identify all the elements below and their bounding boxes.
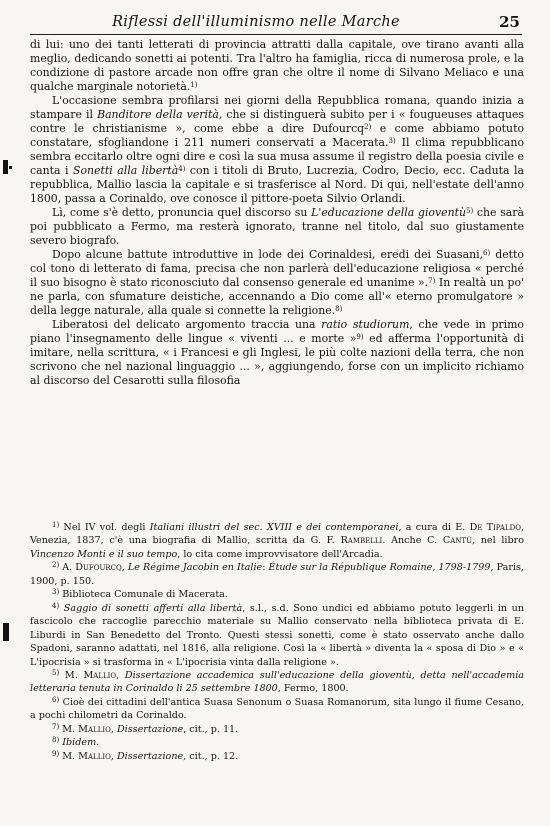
page-number: 25 bbox=[499, 13, 520, 31]
footnote-ref[interactable]: 6) bbox=[483, 249, 491, 258]
paragraph: Liberatosi del delicato argomento traccia una ratio studiorum, che vede in primo piano l'insegnamento delle lingue « viventi ... e morte »$^{9)}$ ed afferma l'opportunità di imitare, nella scrittura, « i Francesi e gli Inglesi, le più colte nazioni della terra, che non scrivono che nel nazional linguaggio ... », aggiungendo, forse con un implicito richiamo al discorso del Cesarotti sulla filosofia bbox=[30, 318, 525, 388]
margin-mark bbox=[3, 623, 9, 641]
footnote-ref[interactable]: 3) bbox=[388, 137, 396, 146]
footnote-ref[interactable]: 5) bbox=[466, 207, 474, 216]
footnote-9: $^{9)}$ M. Mallio, Dissertazione, cit., p. 12. bbox=[52, 749, 239, 762]
footnote-7: $^{7)}$ M. Mallio, Dissertazione, cit., p. 11. bbox=[52, 722, 239, 735]
page-header bbox=[30, 12, 522, 35]
footnote-ref[interactable]: 2) bbox=[364, 123, 372, 132]
margin-mark bbox=[9, 166, 12, 169]
footnote-8: $^{8)}$ Ibidem. bbox=[52, 736, 100, 749]
footnote-4: $^{4)}$ Saggio di sonetti afferti alla libertà, s.l., s.d. Sono undici ed abbiamo potuto leggerli in un fascicolo che raccoglie parecchio materiale su Mallio conservato nella biblioteca privata di E. Liburdi in San Benedetto del Tronto. Questi stessi sonetti, come è stato osservato anche dallo Spadoni, saranno adattati, nel 1816, alla religione. Così la « libertà » diventa la « sposa di Dio » e « L'ipocrisia » si trasforma in « L'ipocrisia vinta dalla religione ». bbox=[30, 601, 524, 668]
footnote-ref[interactable]: 9) bbox=[356, 333, 364, 342]
footnote-ref[interactable]: 1) bbox=[190, 81, 198, 90]
running-title: Riflessi dell'illuminismo nelle Marche bbox=[112, 14, 400, 30]
paragraph: L'occasione sembra profilarsi nei giorni della Repubblica romana, quando inizia a stampare il Banditore della verità, che si distinguerà subito per i « fougueuses attaques contre le christianisme », come ebbe a dire Dufourcq$^{2)}$ e come abbiamo potuto constatare, sfogliandone i 211 numeri conservati a Macerata.$^{3)}$ Il clima repubblicano sembra eccitarlo oltre ogni dire e così la sua musa assume il registro della poesia civile e canta i Sonetti alla libertà$^{4)}$ con i titoli di Bruto, Lucrezia, Codro, Decio, ecc. Caduta la repubblica, Mallio lascia la capitale e si trasferisce al Nord. Di qui, nell'estate dell'anno 1800, passa a Corinaldo, ove conosce il pittore-poeta Silvio Orlandi. bbox=[30, 94, 525, 206]
footnotes bbox=[30, 521, 524, 763]
footnote-5: $^{5)}$ M. Mallio, Dissertazione accademica sull'educazione della gioventù, detta nell'accademia letteraria tenuta in Corinaldo li 25 settembre 1800, Fermo, 1800. bbox=[30, 668, 524, 695]
paragraph: Dopo alcune battute introduttive in lode dei Corinaldesi, eredi dei Suasani,$^{6)}$ detto col tono di letterato di fama, precisa che non parlerà dell'educazione religiosa « perché il suo bisogno è stato riconosciuto dal consenso generale ed unanime ».$^{7)}$ In realtà un po' ne parla, con sfumature deistiche, accennando a Dio come all'« eterno promulgatore » della legge naturale, alla quale si connette la religione.$^{8)}$ bbox=[30, 248, 524, 318]
margin-mark bbox=[3, 160, 8, 174]
footnote-3: $^{3)}$ Biblioteca Comunale di Macerata. bbox=[52, 588, 228, 601]
paragraph: di lui: uno dei tanti letterati di provincia attratti dalla capitale, ove tirano avanti alla meglio, dedicando sonetti ai potenti. Tra l'altro ha famiglia, ricca di numerosa prole, e la condizione di pastore arcade non offre gran che oltre il nome di Silvano Meliaco e una qualche marginale notorietà.$^{1)}$ bbox=[30, 38, 524, 94]
footnote-6: $^{6)}$ Cioè dei cittadini dell'antica Suasa Senonum o Suasa Romanorum, sita lungo il fiume Cesano, a pochi chilometri da Corinaldo. bbox=[30, 695, 524, 722]
main-text bbox=[30, 38, 524, 388]
footnote-ref[interactable]: 7) bbox=[428, 277, 436, 286]
footnote-ref[interactable]: 8) bbox=[335, 305, 343, 314]
footnote-ref[interactable]: 4) bbox=[178, 165, 186, 174]
footnote-1: $^{1)}$ Nel IV vol. degli Italiani illustri del sec. XVIII e dei contemporanei, a cura di E. De Tipaldo, Venezia, 1837, c'è una biografia di Mallio, scritta da G. F. Rambelli. Anche C. Cantù, nel libro Vincenzo Monti e il suo tempo, lo cita come improvvisatore dell'Arcadia. bbox=[30, 521, 524, 560]
paragraph: Lì, come s'è detto, pronuncia quel discorso su L'educazione della gioventù$^{5)}$ che sarà poi pubblicato a Fermo, ma resterà ignorato, tranne nel titolo, dal suo giustamente severo biografo. bbox=[30, 206, 524, 248]
footnote-2: $^{2)}$ A. Dufourcq, Le Régime Jacobin en Italie: Étude sur la République Romaine, 1798-1799, Paris, 1900, p. 150. bbox=[30, 561, 524, 587]
